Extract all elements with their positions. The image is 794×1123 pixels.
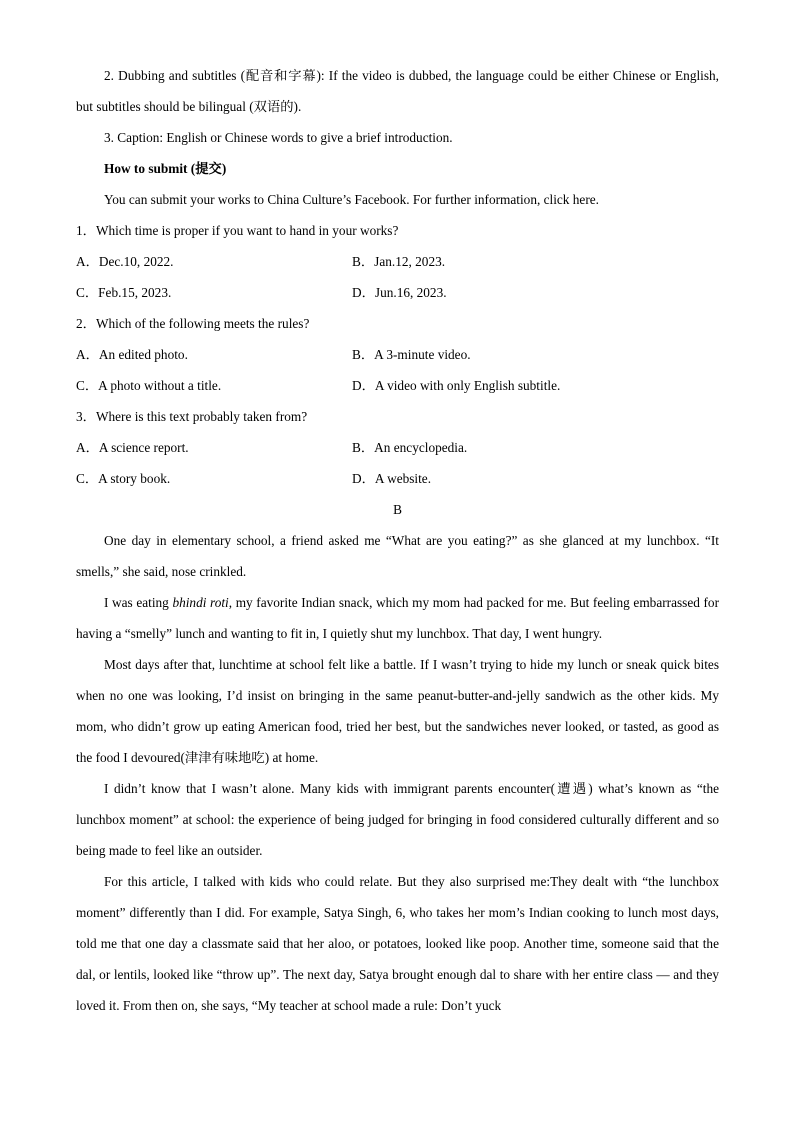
paragraph-2-start: I was eating — [104, 595, 173, 610]
question-stem: 3．Where is this text probably taken from? — [76, 409, 308, 424]
question-stem: 1．Which time is proper if you want to hand in your works? — [76, 223, 399, 238]
option-b: B．Jan.12, 2023. — [352, 254, 446, 269]
option-c: C．A photo without a title. — [76, 378, 222, 393]
paragraph-1: One day in elementary school, a friend asked me “What are you eating?” as she glanced at my lunchbox. “It smells,” she said, nose crinkled. — [76, 533, 719, 579]
question-stem: 2．Which of the following meets the rules? — [76, 316, 310, 331]
option-d: D．Jun.16, 2023. — [352, 285, 447, 300]
option-a: A．A science report. — [76, 440, 189, 455]
option-b: B．An encyclopedia. — [352, 440, 468, 455]
document-page — [76, 60, 719, 1021]
question-2 — [76, 308, 719, 401]
rule-item-2: 2. Dubbing and subtitles (配音和字幕): If the video is dubbed, the language could be either Chinese or English, but subtitles should be bilingual (双语的). — [76, 68, 719, 114]
paragraph-2-food-name: bhindi roti — [172, 595, 229, 610]
paragraph-3: Most days after that, lunchtime at school felt like a battle. If I wasn’t trying to hide my lunch or sneak quick bites when no one was looking, I’d insist on bringing in the same peanut-butter-and-jelly sandwich as the other kids. My mom, who didn’t grow up eating American food, tried her best, but the sandwiches never looked, or tasted, as good as the food I devoured(津津有味地吃) at home. — [76, 657, 719, 765]
option-c: C．A story book. — [76, 471, 171, 486]
option-d: D．A video with only English subtitle. — [352, 378, 561, 393]
submit-text: You can submit your works to China Culture’s Facebook. For further information, click here. — [104, 192, 599, 207]
paragraph-4: I didn’t know that I wasn’t alone. Many kids with immigrant parents encounter(遭遇) what’s known as “the lunchbox moment” at school: the experience of being judged for bringing in food considered culturally different and so being made to feel like an outsider. — [76, 781, 719, 858]
option-a: A．Dec.10, 2022. — [76, 254, 174, 269]
rule-item-3: 3. Caption: English or Chinese words to give a brief introduction. — [104, 130, 453, 145]
paragraph-2 — [76, 587, 719, 649]
paragraph-2-rest: , my favorite Indian snack, which my mom had packed for me. But feeling embarrassed for having a “smelly” lunch and wanting to fit in, I quietly shut my lunchbox. That day, I went hungry. — [76, 595, 720, 641]
question-1 — [76, 215, 719, 308]
option-a: A．An edited photo. — [76, 347, 188, 362]
option-b: B．A 3-minute video. — [352, 347, 471, 362]
section-label: B — [393, 502, 402, 517]
paragraph-5: For this article, I talked with kids who could relate. But they also surprised me:They dealt with “the lunchbox moment” differently than I did. For example, Satya Singh, 6, who takes her mom’s Indian cooking to lunch most days, told me that one day a classmate said that her aloo, or potatoes, looked like poop. Another time, someone said that the dal, or lentils, looked like “throw up”. The next day, Satya brought enough dal to share with her entire class — and they loved it. From then on, she says, “My teacher at school made a rule: Don’t yuck — [76, 874, 719, 1013]
option-d: D．A website. — [352, 471, 432, 486]
option-c: C．Feb.15, 2023. — [76, 285, 172, 300]
submit-heading: How to submit (提交) — [104, 161, 227, 176]
question-3 — [76, 401, 719, 494]
